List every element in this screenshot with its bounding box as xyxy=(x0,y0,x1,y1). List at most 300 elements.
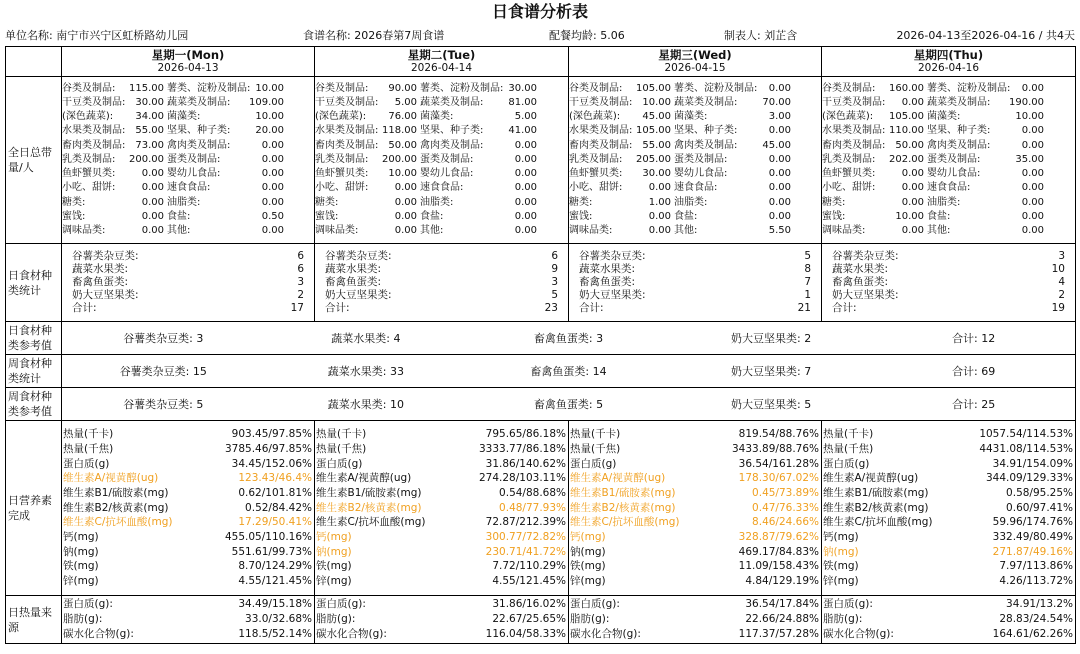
day-name: 星期三(Wed) xyxy=(658,47,732,62)
food-row xyxy=(315,110,568,124)
nutrient-value: 178.30/67.02% xyxy=(738,472,819,485)
material-name: 谷薯类杂豆类: xyxy=(72,250,139,262)
food-row xyxy=(822,181,1075,195)
food-amount: 30.00 xyxy=(135,97,164,109)
nutrient-value: 0.60/97.41% xyxy=(1006,501,1073,514)
material-count: 6 xyxy=(551,250,558,262)
nutrient-row xyxy=(822,486,1075,501)
material-name: 谷薯类杂豆类: xyxy=(579,250,646,262)
food-amount: 0.00 xyxy=(394,224,417,236)
food-amount: 115.00 xyxy=(129,82,164,94)
food-row xyxy=(62,153,314,167)
food-name: 禽肉类及制品: xyxy=(420,139,484,151)
food-amount: 0.00 xyxy=(141,182,164,194)
heat-row xyxy=(569,612,821,627)
material-row xyxy=(569,302,821,315)
food-amount: 0.00 xyxy=(261,153,284,165)
nutrient-value: 59.96/174.76% xyxy=(992,516,1073,529)
food-name: 干豆类及制品: xyxy=(62,97,126,109)
food-amount: 0.00 xyxy=(141,210,164,222)
nutrient-row xyxy=(822,559,1075,574)
heat-value: 22.66/24.88% xyxy=(745,613,819,626)
material-name: 合计: xyxy=(579,302,604,314)
food-amount: 35.00 xyxy=(1015,153,1044,165)
food-name: 调味品类: xyxy=(315,224,359,236)
food-name: 其他: xyxy=(927,224,951,236)
food-name: 蔬菜类及制品: xyxy=(674,97,738,109)
food-amount: 0.00 xyxy=(901,168,924,180)
nutrient-name: 铁(mg) xyxy=(316,560,352,573)
day-header xyxy=(822,47,1076,77)
food-name: 调味品类: xyxy=(822,224,866,236)
food-name: 干豆类及制品: xyxy=(569,97,633,109)
material-count: 2 xyxy=(1058,289,1065,301)
summary-item xyxy=(265,363,468,379)
nutrient-value: 0.54/88.68% xyxy=(499,486,566,499)
nutrient-name: 蛋白质(g) xyxy=(63,457,110,470)
nutrient-value: 7.97/113.86% xyxy=(999,560,1073,573)
heat-row xyxy=(62,597,314,612)
food-name: 蛋类及制品: xyxy=(674,153,728,165)
summary-value: 7 xyxy=(804,365,812,378)
daily-food-row xyxy=(6,77,1076,244)
food-name: 禽肉类及制品: xyxy=(927,139,991,151)
material-row xyxy=(315,263,568,276)
nutrient-value: 230.71/41.72% xyxy=(485,545,566,558)
food-name: (深色蔬菜): xyxy=(62,111,114,123)
day-header xyxy=(315,47,569,77)
material-row xyxy=(822,250,1075,263)
material-count: 19 xyxy=(1051,302,1065,314)
summary-value: 5 xyxy=(596,398,604,411)
heat-name: 碳水化合物(g): xyxy=(316,627,387,640)
summary-label: 蔬菜水果类: xyxy=(327,398,387,411)
food-amount: 0.00 xyxy=(768,168,791,180)
material-row xyxy=(315,289,568,302)
material-count: 3 xyxy=(551,276,558,288)
nutrient-row xyxy=(62,457,314,472)
nutrient-name: 钠(mg) xyxy=(570,545,606,558)
food-amount: 70.00 xyxy=(762,97,791,109)
food-name: 油脂类: xyxy=(927,196,961,208)
nutrient-value: 455.05/110.16% xyxy=(225,531,312,544)
food-row xyxy=(62,139,314,153)
material-row xyxy=(315,276,568,289)
material-count: 1 xyxy=(804,289,811,301)
food-amount: 0.00 xyxy=(514,168,537,180)
food-amount: 0.50 xyxy=(261,210,284,222)
material-count: 10 xyxy=(1051,263,1065,275)
nutrient-value: 795.65/86.18% xyxy=(485,428,566,441)
nutrient-row xyxy=(315,442,568,457)
material-count: 3 xyxy=(297,276,304,288)
nutrient-value: 1057.54/114.53% xyxy=(979,428,1073,441)
material-name: 蔬菜水果类: xyxy=(325,263,382,275)
food-amount: 0.00 xyxy=(1021,82,1044,94)
food-amount: 202.00 xyxy=(889,153,924,165)
heat-value: 118.5/52.14% xyxy=(238,627,312,640)
food-amount: 200.00 xyxy=(382,153,417,165)
food-name: 菌藻类: xyxy=(674,111,708,123)
food-name: 调味品类: xyxy=(62,224,106,236)
food-name: 坚果、种子类: xyxy=(927,125,991,137)
food-name: 禽肉类及制品: xyxy=(674,139,738,151)
food-amount: 109.00 xyxy=(249,97,284,109)
material-name: 畜禽鱼蛋类: xyxy=(72,276,129,288)
nutrient-name: 锌(mg) xyxy=(316,575,352,588)
food-amount: 0.00 xyxy=(768,153,791,165)
nutrient-name: 铁(mg) xyxy=(823,560,859,573)
heat-name: 碳水化合物(g): xyxy=(570,627,641,640)
food-name: 乳类及制品: xyxy=(62,153,116,165)
nutrient-row xyxy=(315,486,568,501)
nutrient-value: 0.52/84.42% xyxy=(245,501,312,514)
food-row xyxy=(822,167,1075,181)
material-row xyxy=(822,263,1075,276)
food-amount: 0.00 xyxy=(648,210,671,222)
nutrient-row xyxy=(315,545,568,560)
food-amount: 10.00 xyxy=(642,97,671,109)
summary-label: 谷薯类杂豆类: xyxy=(123,398,193,411)
food-amount: 0.00 xyxy=(514,196,537,208)
food-amount: 190.00 xyxy=(1009,97,1044,109)
nutrient-value: 34.91/154.09% xyxy=(992,457,1073,470)
material-name: 谷薯类杂豆类: xyxy=(832,250,899,262)
nutrient-value: 469.17/84.83% xyxy=(738,545,819,558)
food-row xyxy=(62,181,314,195)
nutrient-row xyxy=(569,559,821,574)
food-name: (深色蔬菜): xyxy=(822,111,874,123)
heat-value: 22.67/25.65% xyxy=(492,613,566,626)
nutrient-name: 维生素C/抗坏血酸(mg) xyxy=(823,516,933,529)
heat-row xyxy=(822,597,1075,612)
nutrient-row xyxy=(569,486,821,501)
food-amount: 160.00 xyxy=(889,82,924,94)
food-name: 蜜饯: xyxy=(62,210,86,222)
nutrient-value: 551.61/99.73% xyxy=(231,545,312,558)
food-amount: 0.00 xyxy=(514,224,537,236)
heat-value: 31.86/16.02% xyxy=(492,598,566,611)
day-date: 2026-04-13 xyxy=(157,61,219,74)
nutrient-value: 300.77/72.82% xyxy=(485,531,566,544)
nutrient-name: 钠(mg) xyxy=(823,545,859,558)
heat-row xyxy=(315,627,568,642)
nutrient-name: 热量(千卡) xyxy=(570,428,621,441)
food-amount: 45.00 xyxy=(762,139,791,151)
nutrient-row xyxy=(569,501,821,516)
nutrient-name: 铁(mg) xyxy=(570,560,606,573)
summary-label: 谷薯类杂豆类: xyxy=(119,365,190,378)
nutrient-value: 271.87/49.16% xyxy=(992,545,1073,558)
nutrient-value: 344.09/129.33% xyxy=(986,472,1073,485)
heat-row xyxy=(822,627,1075,642)
nutrient-name: 热量(千卡) xyxy=(316,428,367,441)
food-name: 糖类: xyxy=(315,196,339,208)
summary-label: 合计: xyxy=(952,365,978,378)
food-row xyxy=(315,196,568,210)
summary-label: 合计: xyxy=(952,398,978,411)
summary-values xyxy=(62,363,1075,379)
material-count: 17 xyxy=(290,302,304,314)
food-name: 食盐: xyxy=(167,210,191,222)
food-amount: 0.00 xyxy=(261,139,284,151)
food-amount: 0.00 xyxy=(768,196,791,208)
food-row xyxy=(315,96,568,110)
summary-label: 奶大豆坚果类: xyxy=(730,398,801,411)
summary-value: 5 xyxy=(196,398,204,411)
heat-name: 脂肪(g): xyxy=(63,613,103,626)
food-row xyxy=(569,124,821,138)
heat-name: 脂肪(g): xyxy=(823,613,863,626)
material-count: 6 xyxy=(297,263,304,275)
summary-label: 奶大豆坚果类: xyxy=(730,332,801,345)
food-row xyxy=(315,167,568,181)
food-name: 水果类及制品: xyxy=(315,125,379,137)
food-name: 速食食品: xyxy=(167,182,211,194)
nutrient-row xyxy=(822,501,1075,516)
summary-item xyxy=(62,363,265,379)
heat-list xyxy=(62,597,314,641)
food-name: 菌藻类: xyxy=(167,111,201,123)
heat-name: 蛋白质(g): xyxy=(570,598,620,611)
nutrient-name: 维生素B2/核黄素(mg) xyxy=(823,501,929,514)
heat-name: 蛋白质(g): xyxy=(316,598,366,611)
nutrient-name: 钙(mg) xyxy=(823,531,859,544)
material-row xyxy=(62,289,314,302)
food-amount: 10.00 xyxy=(1015,111,1044,123)
food-row xyxy=(315,181,568,195)
food-amount: 0.00 xyxy=(1021,182,1044,194)
food-name: 鱼虾蟹贝类: xyxy=(62,168,116,180)
food-name: 坚果、种子类: xyxy=(420,125,484,137)
food-amount: 34.00 xyxy=(135,111,164,123)
nutrient-row xyxy=(62,427,314,442)
material-count: 9 xyxy=(551,263,558,275)
food-name: 其他: xyxy=(674,224,698,236)
material-row xyxy=(822,276,1075,289)
food-row xyxy=(569,181,821,195)
material-list xyxy=(569,249,821,316)
food-name: 食盐: xyxy=(674,210,698,222)
food-row xyxy=(315,82,568,96)
food-row xyxy=(822,82,1075,96)
heat-value: 33.0/32.68% xyxy=(245,613,312,626)
food-amount: 0.00 xyxy=(1021,139,1044,151)
food-row xyxy=(315,139,568,153)
material-name: 合计: xyxy=(72,302,97,314)
food-amount: 200.00 xyxy=(129,153,164,165)
day-header-row xyxy=(6,47,1076,77)
row-label: 全日总带量/人 xyxy=(6,77,62,244)
material-count: 5 xyxy=(551,289,558,301)
nutrient-name: 锌(mg) xyxy=(63,575,99,588)
summary-label: 谷薯类杂豆类: xyxy=(123,332,193,345)
nutrient-name: 锌(mg) xyxy=(570,575,606,588)
food-name: 坚果、种子类: xyxy=(167,125,231,137)
heat-name: 蛋白质(g): xyxy=(63,598,113,611)
nutrient-value: 3433.89/88.76% xyxy=(732,442,819,455)
food-amount: 0.00 xyxy=(514,210,537,222)
material-row xyxy=(569,263,821,276)
food-amount: 55.00 xyxy=(135,125,164,137)
summary-label: 奶大豆坚果类: xyxy=(730,365,801,378)
material-name: 奶大豆坚果类: xyxy=(832,289,899,301)
nutrient-row xyxy=(62,501,314,516)
food-row xyxy=(62,96,314,110)
food-name: 蛋类及制品: xyxy=(167,153,221,165)
nutrient-row xyxy=(569,530,821,545)
food-name: 蔬菜类及制品: xyxy=(167,97,231,109)
material-count: 7 xyxy=(804,276,811,288)
food-name: 速食食品: xyxy=(420,182,464,194)
food-row xyxy=(822,124,1075,138)
food-amount: 105.00 xyxy=(636,82,671,94)
food-row xyxy=(62,82,314,96)
material-count: 4 xyxy=(1058,276,1065,288)
summary-item xyxy=(265,330,468,346)
nutrient-value: 0.62/101.81% xyxy=(238,486,312,499)
day-date: 2026-04-15 xyxy=(664,61,726,74)
average-age: 配餐均龄: 5.06 xyxy=(549,29,625,42)
summary-label: 畜禽鱼蛋类: xyxy=(533,332,593,345)
nutrition-list xyxy=(315,427,568,589)
heat-row xyxy=(569,627,821,642)
material-row xyxy=(62,250,314,263)
food-amount: 90.00 xyxy=(388,82,417,94)
week-ref-row xyxy=(6,388,1076,421)
heat-source-row xyxy=(6,596,1076,644)
nutrient-row xyxy=(822,574,1075,589)
material-count: 2 xyxy=(297,289,304,301)
day-header xyxy=(62,47,315,77)
nutrient-row xyxy=(315,471,568,486)
material-name: 畜禽鱼蛋类: xyxy=(579,276,636,288)
summary-item xyxy=(467,396,670,412)
food-name: 薯类、淀粉及制品: xyxy=(674,82,758,94)
summary-value: 2 xyxy=(804,332,812,345)
summary-label: 畜禽鱼蛋类: xyxy=(533,398,593,411)
food-amount: 0.00 xyxy=(394,210,417,222)
nutrient-name: 钙(mg) xyxy=(316,531,352,544)
food-name: 蔬菜类及制品: xyxy=(420,97,484,109)
heat-name: 蛋白质(g): xyxy=(823,598,873,611)
summary-item xyxy=(872,396,1075,412)
food-name: 小吃、甜饼: xyxy=(62,182,116,194)
nutrient-row xyxy=(62,574,314,589)
food-row xyxy=(822,139,1075,153)
material-count: 8 xyxy=(804,263,811,275)
food-amount: 1.00 xyxy=(648,196,671,208)
food-name: 乳类及制品: xyxy=(315,153,369,165)
row-label: 周食材种类参考值 xyxy=(6,388,62,421)
food-name: 干豆类及制品: xyxy=(822,97,886,109)
food-name: 蜜饯: xyxy=(569,210,593,222)
nutrient-value: 3785.46/97.85% xyxy=(225,442,312,455)
summary-label: 合计: xyxy=(952,332,978,345)
food-amount: 0.00 xyxy=(261,224,284,236)
nutrient-row xyxy=(822,545,1075,560)
nutrient-value: 4.26/113.72% xyxy=(999,575,1073,588)
food-name: 坚果、种子类: xyxy=(674,125,738,137)
summary-label: 畜禽鱼蛋类: xyxy=(530,365,590,378)
nutrient-value: 72.87/212.39% xyxy=(485,516,566,529)
heat-name: 碳水化合物(g): xyxy=(823,627,894,640)
food-name: 速食食品: xyxy=(674,182,718,194)
summary-value: 25 xyxy=(981,398,996,411)
food-row xyxy=(822,153,1075,167)
heat-name: 脂肪(g): xyxy=(316,613,356,626)
food-row xyxy=(822,96,1075,110)
nutrient-value: 903.45/97.85% xyxy=(231,428,312,441)
nutrient-row xyxy=(822,457,1075,472)
nutrient-name: 维生素A/视黄醇(ug) xyxy=(823,472,919,485)
material-row xyxy=(569,276,821,289)
food-row xyxy=(569,139,821,153)
food-amount: 45.00 xyxy=(642,111,671,123)
material-name: 蔬菜水果类: xyxy=(832,263,889,275)
food-amount: 0.00 xyxy=(1021,196,1044,208)
heat-value: 34.49/15.18% xyxy=(238,598,312,611)
material-name: 奶大豆坚果类: xyxy=(579,289,646,301)
summary-item xyxy=(62,330,265,346)
nutrient-name: 维生素C/抗坏血酸(mg) xyxy=(316,516,426,529)
food-amount: 0.00 xyxy=(768,82,791,94)
food-row xyxy=(315,153,568,167)
material-count: 23 xyxy=(544,302,558,314)
material-list xyxy=(822,249,1075,316)
nutrient-row xyxy=(62,442,314,457)
date-range: 2026-04-13至2026-04-16 / 共4天 xyxy=(896,29,1075,42)
heat-value: 34.91/13.2% xyxy=(1006,598,1073,611)
food-row xyxy=(62,196,314,210)
summary-label: 蔬菜水果类: xyxy=(331,332,390,345)
row-label: 日食材种类统计 xyxy=(6,244,62,322)
nutrient-name: 蛋白质(g) xyxy=(316,457,363,470)
food-name: (深色蔬菜): xyxy=(569,111,621,123)
nutrient-name: 热量(千焦) xyxy=(570,442,621,455)
material-row xyxy=(569,250,821,263)
food-amount: 20.00 xyxy=(255,125,284,137)
food-amount: 3.00 xyxy=(768,111,791,123)
material-name: 畜禽鱼蛋类: xyxy=(325,276,382,288)
food-name: 糖类: xyxy=(62,196,86,208)
heat-list xyxy=(315,597,568,641)
food-amount: 50.00 xyxy=(388,139,417,151)
food-name: 油脂类: xyxy=(167,196,201,208)
food-row xyxy=(315,124,568,138)
nutrient-value: 0.45/73.89% xyxy=(752,486,819,499)
nutrient-name: 钠(mg) xyxy=(316,545,352,558)
nutrient-name: 铁(mg) xyxy=(63,560,99,573)
nutrient-row xyxy=(569,457,821,472)
analysis-table xyxy=(5,46,1076,644)
nutrient-row xyxy=(62,530,314,545)
food-row xyxy=(62,124,314,138)
food-name: 乳类及制品: xyxy=(569,153,623,165)
material-name: 合计: xyxy=(832,302,857,314)
food-amount: 73.00 xyxy=(135,139,164,151)
material-row xyxy=(315,302,568,315)
material-list xyxy=(315,249,568,316)
material-name: 奶大豆坚果类: xyxy=(325,289,392,301)
material-stats-row xyxy=(6,244,1076,322)
food-name: 菌藻类: xyxy=(420,111,454,123)
food-name: 畜肉类及制品: xyxy=(315,139,379,151)
nutrient-name: 钙(mg) xyxy=(63,531,99,544)
summary-item xyxy=(62,396,265,412)
summary-item xyxy=(670,330,873,346)
nutrient-row xyxy=(822,471,1075,486)
